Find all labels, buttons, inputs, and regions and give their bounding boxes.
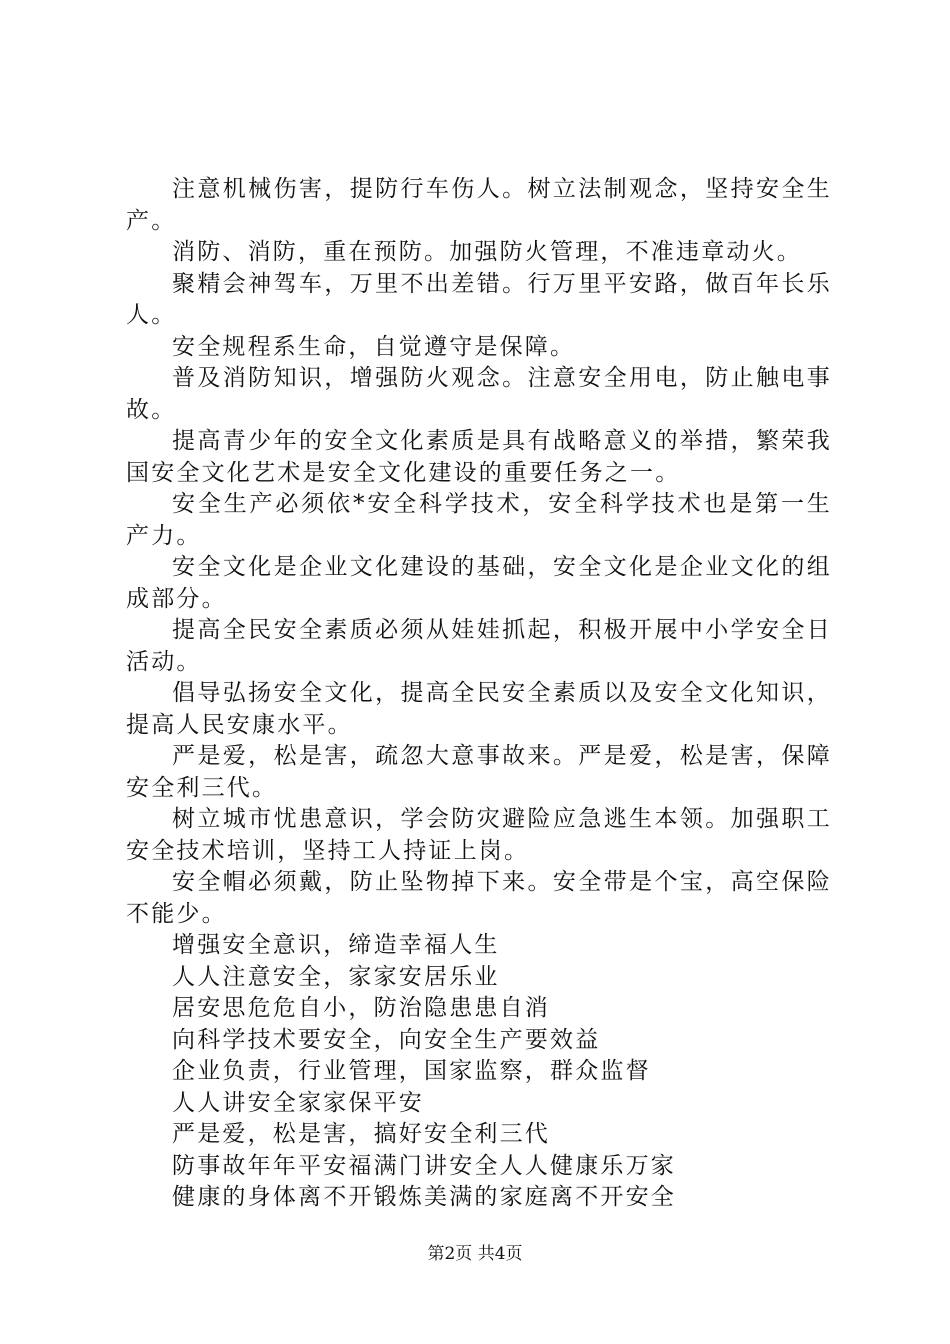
slogan-line: 增强安全意识，缔造幸福人生 xyxy=(172,932,500,958)
paragraph: 提高全民安全素质必须从娃娃抓起，积极开展中小学安全日活动。 xyxy=(126,617,832,675)
paragraph: 注意机械伤害，提防行车伤人。树立法制观念，坚持安全生产。 xyxy=(126,176,832,234)
paragraph: 提高青少年的安全文化素质是具有战略意义的举措，繁荣我国安全文化艺术是安全文化建设的重要任务之一。 xyxy=(126,428,832,486)
slogan-line: 人人注意安全，家家安居乐业 xyxy=(172,963,500,990)
slogan-line: 防事故年年平安福满门讲安全人人健康乐万家 xyxy=(172,1152,676,1179)
slogan-line: 严是爱，松是害，搞好安全利三代 xyxy=(172,1121,550,1147)
page-footer: 第2页 共4页 xyxy=(427,1244,523,1264)
paragraph: 普及消防知识，增强防火观念。注意安全用电，防止触电事故。 xyxy=(126,365,832,423)
slogan-line: 向科学技术要安全，向安全生产要效益 xyxy=(172,1026,601,1053)
slogan-line: 居安思危危自小，防治隐患患自消 xyxy=(172,995,550,1021)
slogan-line: 健康的身体离不开锻炼美满的家庭离不开安全 xyxy=(172,1184,676,1210)
paragraph: 倡导弘扬安全文化，提高全民安全素质以及安全文化知识，提高人民安康水平。 xyxy=(126,680,832,738)
slogan-line: 人人讲安全家家保平安 xyxy=(172,1089,424,1116)
paragraph: 聚精会神驾车，万里不出差错。行万里平安路，做百年长乐人。 xyxy=(126,270,832,328)
paragraph: 消防、消防，重在预防。加强防火管理，不准违章动火。 xyxy=(172,239,802,265)
paragraph: 安全生产必须依*安全科学技术，安全科学技术也是第一生产力。 xyxy=(126,491,832,549)
slogan-line: 企业负责，行业管理，国家监察，群众监督 xyxy=(172,1058,651,1084)
document-body xyxy=(126,174,832,1214)
paragraph: 安全文化是企业文化建设的基础，安全文化是企业文化的组成部分。 xyxy=(126,554,832,612)
paragraph: 安全规程系生命，自觉遵守是保障。 xyxy=(172,333,576,360)
paragraph: 严是爱，松是害，疏忽大意事故来。严是爱，松是害，保障安全利三代。 xyxy=(126,743,832,801)
paragraph: 树立城市忧患意识，学会防灾避险应急逃生本领。加强职工安全技术培训，坚持工人持证上岗。 xyxy=(126,806,832,864)
paragraph: 安全帽必须戴，防止坠物掉下来。安全带是个宝，高空保险不能少。 xyxy=(126,869,832,927)
